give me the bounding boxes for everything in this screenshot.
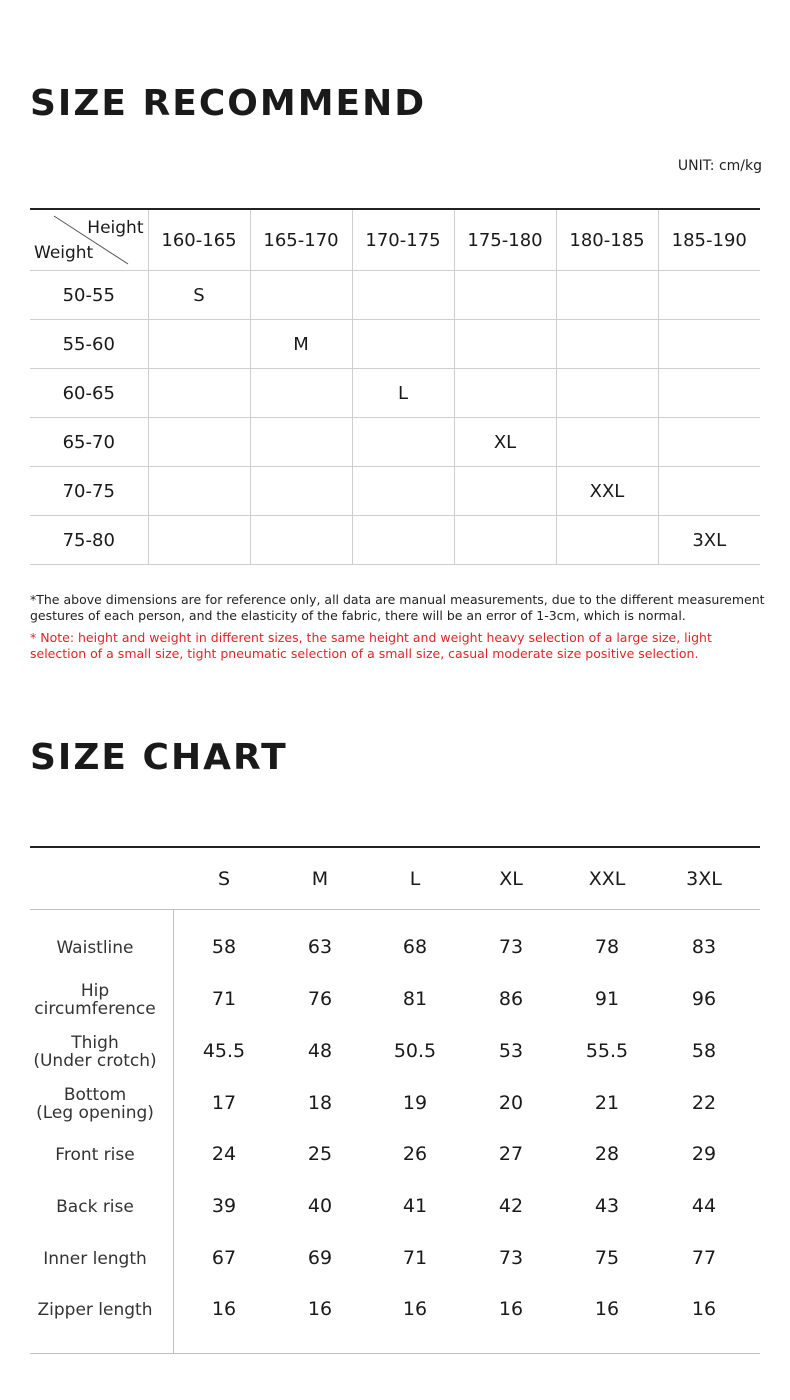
- measurement-value: 76: [307, 988, 333, 1010]
- measurement-value: 67: [211, 1247, 237, 1269]
- height-header: 175-180: [454, 209, 556, 271]
- measurement-value: 19: [402, 1092, 428, 1114]
- measurement-label-line: Back rise: [56, 1197, 134, 1217]
- measurement-value: 18: [307, 1092, 333, 1114]
- size-cell: [658, 467, 760, 516]
- size-cell: [352, 271, 454, 320]
- measurement-label-line: (Leg opening): [36, 1103, 154, 1123]
- measurement-value: 96: [691, 988, 717, 1010]
- measurement-value: 17: [211, 1092, 237, 1114]
- measurement-value: 81: [402, 988, 428, 1010]
- measurement-value: 22: [691, 1092, 717, 1114]
- size-cell: [658, 320, 760, 369]
- measurement-label: [20, 1250, 170, 1268]
- weight-cell: 70-75: [30, 467, 148, 516]
- size-cell: [148, 516, 250, 565]
- measurement-value: 55.5: [585, 1040, 629, 1062]
- measurement-label-line: Front rise: [55, 1145, 135, 1165]
- size-cell: [658, 271, 760, 320]
- size-header: L: [409, 868, 421, 890]
- measurement-label-line: Waistline: [56, 938, 134, 958]
- height-header: 180-185: [556, 209, 658, 271]
- chart-bottom-rule: [30, 1353, 760, 1354]
- size-header: XXL: [588, 868, 626, 890]
- corner-height-label: Height: [87, 218, 144, 238]
- size-cell: [658, 369, 760, 418]
- measurement-value: 44: [691, 1195, 717, 1217]
- measurement-value: 45.5: [202, 1040, 246, 1062]
- measurement-value: 25: [307, 1143, 333, 1165]
- size-cell: [148, 369, 250, 418]
- size-cell: [352, 418, 454, 467]
- table-row: [30, 320, 760, 369]
- measurement-value: 20: [498, 1092, 524, 1114]
- weight-cell: 55-60: [30, 320, 148, 369]
- size-cell: [556, 418, 658, 467]
- size-cell: [454, 320, 556, 369]
- measurement-value: 40: [307, 1195, 333, 1217]
- measurement-label-line: Zipper length: [37, 1300, 153, 1320]
- size-cell: [250, 369, 352, 418]
- height-header: 185-190: [658, 209, 760, 271]
- measurement-value: 48: [307, 1040, 333, 1062]
- measurement-label: [20, 1198, 170, 1216]
- measurement-value: 27: [498, 1143, 524, 1165]
- size-recommend-title: SIZE RECOMMEND: [30, 83, 427, 124]
- table-row: [30, 369, 760, 418]
- measurement-label-line: circumference: [34, 999, 156, 1019]
- measurement-value: 71: [402, 1247, 428, 1269]
- size-header: 3XL: [686, 868, 722, 890]
- size-cell: [556, 369, 658, 418]
- measurement-label: [20, 1301, 170, 1319]
- measurement-value: 78: [594, 936, 620, 958]
- measurement-label: [20, 1034, 170, 1070]
- size-cell: [250, 516, 352, 565]
- size-cell: M: [250, 320, 352, 369]
- measurement-value: 24: [211, 1143, 237, 1165]
- size-cell: [250, 467, 352, 516]
- size-cell: [352, 467, 454, 516]
- measurement-value: 16: [402, 1298, 428, 1320]
- measurement-value: 73: [498, 936, 524, 958]
- size-cell: XL: [454, 418, 556, 467]
- measurement-label: [20, 982, 170, 1018]
- chart-top-rule: [30, 846, 760, 848]
- weight-cell: 50-55: [30, 271, 148, 320]
- measurement-value: 42: [498, 1195, 524, 1217]
- size-cell: [148, 418, 250, 467]
- selection-note: * Note: height and weight in different sizes, the same height and weight heavy selection of a large size, light selection of a small size, tight pneumatic selection of a small size, casual moderate size positive selection.: [30, 630, 712, 661]
- measurement-label: [20, 1146, 170, 1164]
- chart-label-divider: [173, 910, 174, 1353]
- size-cell: L: [352, 369, 454, 418]
- weight-cell: 60-65: [30, 369, 148, 418]
- size-recommend-table: [30, 208, 760, 565]
- weight-cell: 75-80: [30, 516, 148, 565]
- measurement-value: 63: [307, 936, 333, 958]
- size-cell: 3XL: [658, 516, 760, 565]
- measurement-label-line: Inner length: [43, 1249, 147, 1269]
- size-cell: [556, 271, 658, 320]
- measurement-label-line: (Under crotch): [33, 1051, 157, 1071]
- size-cell: [250, 271, 352, 320]
- size-cell: [658, 418, 760, 467]
- measurement-value: 16: [211, 1298, 237, 1320]
- size-cell: [556, 320, 658, 369]
- measurement-value: 41: [402, 1195, 428, 1217]
- reference-note: *The above dimensions are for reference only, all data are manual measurements, due to the different measurement gestures of each person, and the elasticity of the fabric, there will be an error of 1-3cm, which is normal.: [30, 592, 765, 623]
- measurement-value: 68: [402, 936, 428, 958]
- table-row: [30, 418, 760, 467]
- measurement-value: 53: [498, 1040, 524, 1062]
- size-cell: [454, 369, 556, 418]
- measurement-value: 28: [594, 1143, 620, 1165]
- measurement-value: 58: [691, 1040, 717, 1062]
- measurement-label: [20, 939, 170, 957]
- size-cell: [352, 320, 454, 369]
- measurement-value: 91: [594, 988, 620, 1010]
- size-cell: [352, 516, 454, 565]
- measurement-value: 50.5: [393, 1040, 437, 1062]
- measurement-value: 39: [211, 1195, 237, 1217]
- size-cell: [250, 418, 352, 467]
- measurement-label: [20, 1086, 170, 1122]
- size-chart-title: SIZE CHART: [30, 737, 288, 778]
- measurement-value: 75: [594, 1247, 620, 1269]
- measurement-value: 77: [691, 1247, 717, 1269]
- measurement-value: 16: [498, 1298, 524, 1320]
- size-header: S: [217, 868, 231, 890]
- size-cell: [148, 320, 250, 369]
- size-cell: [148, 467, 250, 516]
- unit-label: UNIT: cm/kg: [677, 158, 762, 174]
- measurement-label-line: Hip: [80, 981, 110, 1001]
- corner-cell: [30, 209, 148, 271]
- measurement-value: 83: [691, 936, 717, 958]
- measurement-value: 16: [691, 1298, 717, 1320]
- size-header: M: [311, 868, 329, 890]
- height-header: 170-175: [352, 209, 454, 271]
- measurement-label-line: Thigh: [71, 1033, 119, 1053]
- measurement-value: 73: [498, 1247, 524, 1269]
- measurement-value: 58: [211, 936, 237, 958]
- measurement-label-line: Bottom: [63, 1085, 127, 1105]
- measurement-value: 26: [402, 1143, 428, 1165]
- size-cell: XXL: [556, 467, 658, 516]
- measurement-value: 86: [498, 988, 524, 1010]
- table-header-row: [30, 209, 760, 271]
- corner-weight-label: Weight: [34, 243, 94, 263]
- measurement-value: 21: [594, 1092, 620, 1114]
- measurement-value: 16: [307, 1298, 333, 1320]
- table-row: [30, 271, 760, 320]
- measurement-value: 16: [594, 1298, 620, 1320]
- size-cell: [454, 271, 556, 320]
- measurement-value: 71: [211, 988, 237, 1010]
- measurement-value: 29: [691, 1143, 717, 1165]
- size-cell: [556, 516, 658, 565]
- size-cell: S: [148, 271, 250, 320]
- size-cell: [454, 467, 556, 516]
- chart-header-rule: [30, 909, 760, 910]
- measurement-value: 69: [307, 1247, 333, 1269]
- weight-cell: 65-70: [30, 418, 148, 467]
- height-header: 160-165: [148, 209, 250, 271]
- size-cell: [454, 516, 556, 565]
- size-header: XL: [499, 868, 523, 890]
- height-header: 165-170: [250, 209, 352, 271]
- table-row: [30, 516, 760, 565]
- table-row: [30, 467, 760, 516]
- measurement-value: 43: [594, 1195, 620, 1217]
